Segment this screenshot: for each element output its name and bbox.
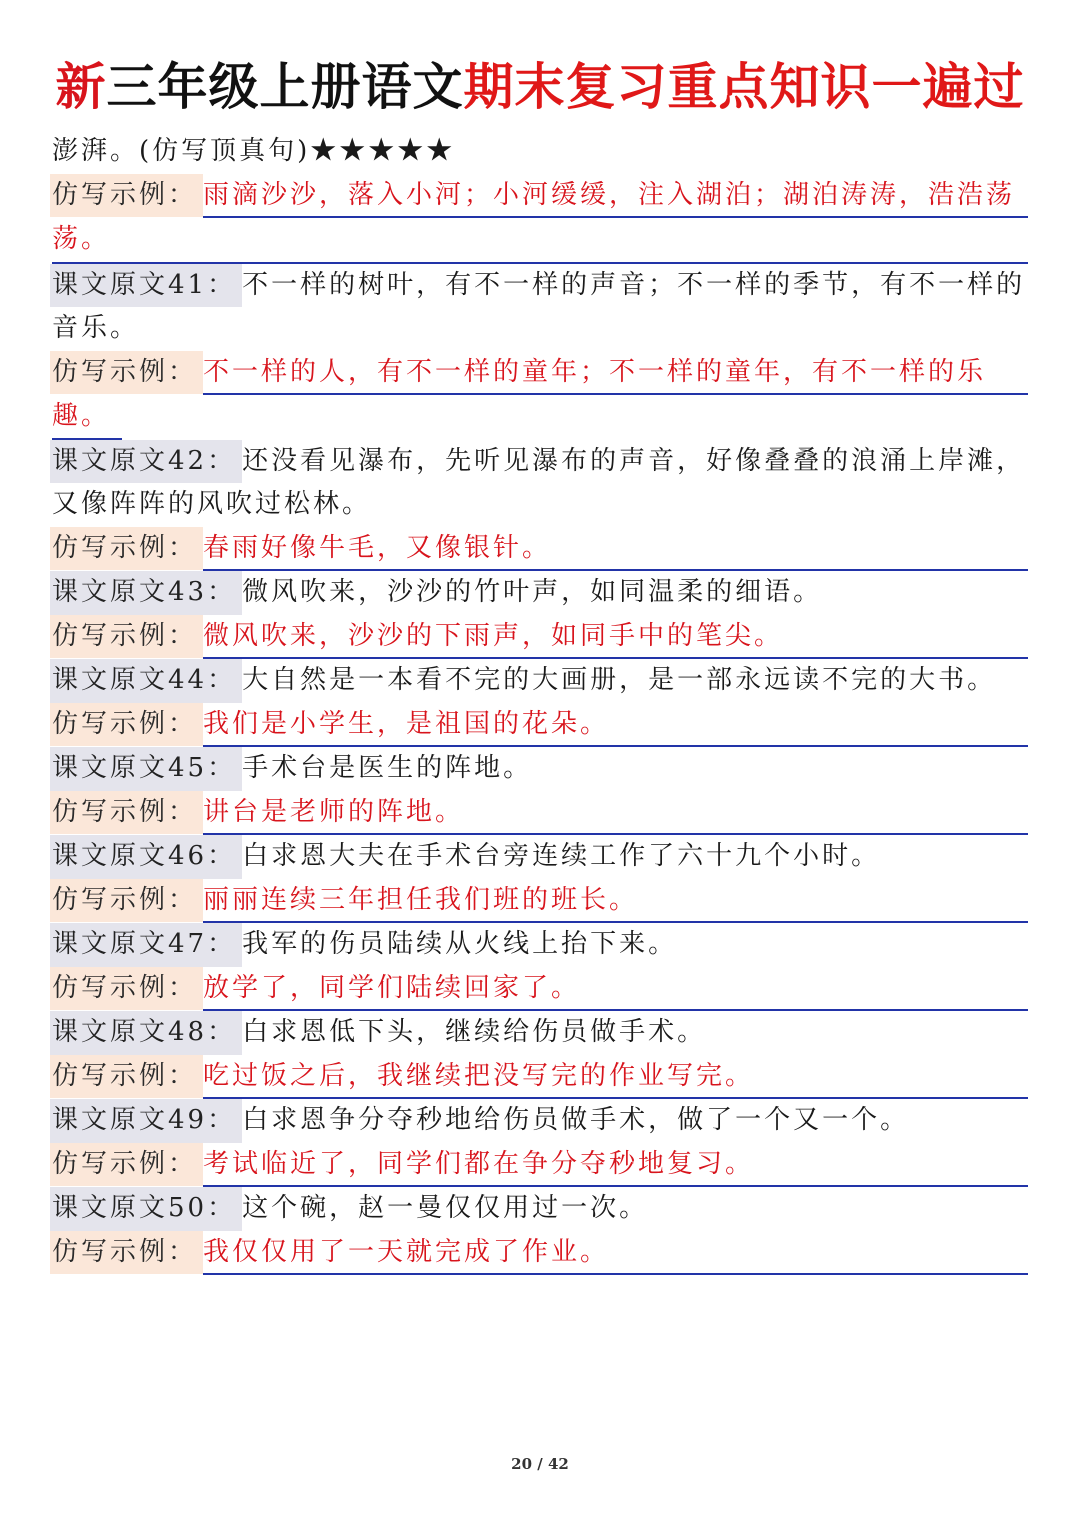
original-text: 白求恩大夫在手术台旁连续工作了六十九个小时。 (242, 841, 881, 871)
example-row (52, 879, 1028, 924)
example-entry-first (52, 174, 1028, 264)
entries-list (52, 264, 1028, 1276)
example-row (52, 967, 1028, 1012)
original-text-continued: 音乐。 (52, 313, 140, 343)
original-row (52, 264, 1028, 308)
original-label: 课文原文44： (50, 659, 242, 703)
example-label: 仿写示例： (50, 703, 203, 747)
example-text: 不一样的人，有不一样的童年；不一样的童年，有不一样的乐 (203, 352, 1028, 396)
example-row (52, 351, 1028, 396)
example-row (52, 1055, 1028, 1100)
title-part-new: 新 (55, 58, 107, 116)
text-entry (52, 835, 1028, 923)
original-label: 课文原文49： (50, 1099, 242, 1143)
intro-line: 澎湃。(仿写顶真句)★★★★★ (52, 136, 456, 166)
example-row (52, 527, 1028, 572)
original-label: 课文原文45： (50, 747, 242, 791)
original-label: 课文原文46： (50, 835, 242, 879)
example-row (52, 1231, 1028, 1276)
original-label: 课文原文48： (50, 1011, 242, 1055)
example-text: 我仅仅用了一天就完成了作业。 (203, 1232, 1028, 1276)
original-label: 课文原文50： (50, 1187, 242, 1231)
example-text: 微风吹来，沙沙的下雨声，如同手中的笔尖。 (203, 616, 1028, 660)
example-text-continued: 趣。 (52, 396, 122, 440)
original-text-continued: 又像阵阵的风吹过松林。 (52, 489, 372, 519)
original-text: 不一样的树叶，有不一样的声音；不一样的季节，有不一样的 (242, 269, 1026, 300)
example-label: 仿写示例： (50, 791, 203, 835)
original-row (52, 747, 1028, 791)
original-text: 大自然是一本看不完的大画册，是一部永远读不完的大书。 (242, 665, 997, 695)
page-number: 20 / 42 (511, 1455, 569, 1473)
example-row (52, 615, 1028, 660)
original-row (52, 835, 1028, 879)
text-entry (52, 659, 1028, 747)
original-row (52, 1187, 1028, 1231)
text-entry (52, 1099, 1028, 1187)
example-text: 雨滴沙沙，落入小河；小河缓缓，注入湖泊；湖泊涛涛，浩浩荡 (203, 175, 1028, 219)
example-text: 丽丽连续三年担任我们班的班长。 (203, 880, 1028, 924)
text-entry (52, 747, 1028, 835)
original-label: 课文原文43： (50, 571, 242, 615)
original-text: 微风吹来，沙沙的竹叶声，如同温柔的细语。 (242, 577, 823, 607)
example-row (52, 703, 1028, 748)
original-row (52, 659, 1028, 703)
original-row (52, 1011, 1028, 1055)
example-row (52, 791, 1028, 836)
example-text: 讲台是老师的阵地。 (203, 792, 1028, 836)
original-label: 课文原文47： (50, 923, 242, 967)
example-text: 我们是小学生，是祖国的花朵。 (203, 704, 1028, 748)
example-label: 仿写示例： (50, 1055, 203, 1099)
text-entry (52, 440, 1028, 572)
example-row (52, 1143, 1028, 1188)
original-label: 课文原文42： (50, 440, 242, 484)
text-entry (52, 923, 1028, 1011)
example-text-continued: 荡。 (52, 218, 1028, 264)
example-text: 考试临近了，同学们都在争分夺秒地复习。 (203, 1144, 1028, 1188)
example-label: 仿写示例： (50, 1143, 203, 1187)
original-text: 白求恩低下头，继续给伤员做手术。 (242, 1017, 707, 1047)
original-row (52, 440, 1028, 484)
example-text: 放学了，同学们陆续回家了。 (203, 968, 1028, 1012)
original-row (52, 923, 1028, 967)
original-row (52, 571, 1028, 615)
original-text: 还没看见瀑布，先听见瀑布的声音，好像叠叠的浪涌上岸滩， (242, 445, 1026, 476)
text-entry (52, 1187, 1028, 1275)
original-label: 课文原文41： (50, 264, 242, 308)
example-label: 仿写示例： (50, 351, 203, 395)
example-row (52, 174, 1028, 219)
example-text: 吃过饭之后，我继续把没写完的作业写完。 (203, 1056, 1028, 1100)
text-entry (52, 571, 1028, 659)
original-text: 我军的伤员陆续从火线上抬下来。 (242, 929, 678, 959)
example-label: 仿写示例： (50, 1231, 203, 1275)
example-label: 仿写示例： (50, 615, 203, 659)
page-title (0, 52, 1080, 122)
text-entry (52, 264, 1028, 440)
content-body (52, 130, 1028, 1275)
example-label: 仿写示例： (50, 879, 203, 923)
example-label: 仿写示例： (50, 967, 203, 1011)
example-label: 仿写示例： (50, 527, 203, 571)
original-row (52, 1099, 1028, 1143)
original-text: 白求恩争分夺秒地给伤员做手术，做了一个又一个。 (242, 1105, 910, 1135)
original-text: 这个碗，赵一曼仅仅用过一次。 (242, 1193, 649, 1223)
original-text: 手术台是医生的阵地。 (242, 753, 533, 783)
example-continued-row (52, 395, 1028, 440)
title-part-review: 期末复习重点知识一遍过 (463, 58, 1025, 116)
text-entry (52, 1011, 1028, 1099)
example-label: 仿写示例： (50, 174, 203, 218)
title-part-grade: 三年级上册语文 (106, 58, 464, 116)
example-text: 春雨好像牛毛，又像银针。 (203, 528, 1028, 572)
